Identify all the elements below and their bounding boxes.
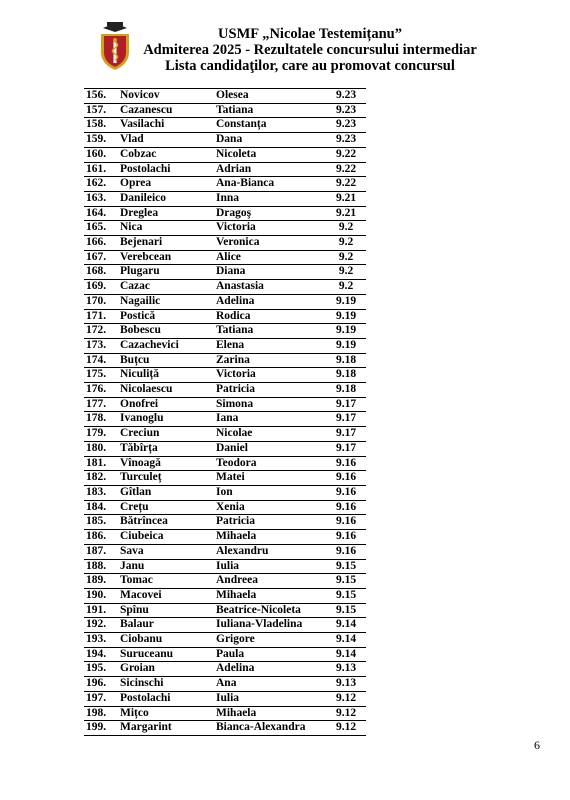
table-row xyxy=(84,368,366,383)
row-number: 179. xyxy=(84,427,120,442)
table-row xyxy=(84,103,366,118)
table-row xyxy=(84,456,366,471)
last-name: Bătrîncea xyxy=(120,515,216,530)
last-name: Spînu xyxy=(120,603,216,618)
last-name: Vasilachi xyxy=(120,118,216,133)
table-row xyxy=(84,471,366,486)
last-name: Balaur xyxy=(120,618,216,633)
first-name: Mihaela xyxy=(216,530,326,545)
table-row xyxy=(84,441,366,456)
score: 9.22 xyxy=(326,147,366,162)
first-name: Adelina xyxy=(216,662,326,677)
table-row xyxy=(84,309,366,324)
score: 9.14 xyxy=(326,633,366,648)
row-number: 162. xyxy=(84,177,120,192)
score: 9.23 xyxy=(326,133,366,148)
table-row xyxy=(84,147,366,162)
table-row xyxy=(84,603,366,618)
row-number: 186. xyxy=(84,530,120,545)
row-number: 163. xyxy=(84,191,120,206)
score: 9.18 xyxy=(326,368,366,383)
score: 9.16 xyxy=(326,456,366,471)
row-number: 183. xyxy=(84,485,120,500)
candidates-table xyxy=(84,88,366,736)
row-number: 182. xyxy=(84,471,120,486)
last-name: Tomac xyxy=(120,574,216,589)
table-row xyxy=(84,383,366,398)
last-name: Groian xyxy=(120,662,216,677)
last-name: Nica xyxy=(120,221,216,236)
row-number: 175. xyxy=(84,368,120,383)
first-name: Patricia xyxy=(216,383,326,398)
score: 9.19 xyxy=(326,324,366,339)
table-row xyxy=(84,206,366,221)
first-name: Anastasia xyxy=(216,280,326,295)
score: 9.19 xyxy=(326,294,366,309)
last-name: Suruceanu xyxy=(120,647,216,662)
score: 9.15 xyxy=(326,588,366,603)
score: 9.16 xyxy=(326,530,366,545)
score: 9.2 xyxy=(326,236,366,251)
score: 9.23 xyxy=(326,103,366,118)
usmf-crest-icon xyxy=(98,22,132,72)
table-row xyxy=(84,618,366,633)
row-number: 181. xyxy=(84,456,120,471)
score: 9.2 xyxy=(326,250,366,265)
table-row xyxy=(84,177,366,192)
first-name: Dragoş xyxy=(216,206,326,221)
last-name: Ciobanu xyxy=(120,633,216,648)
last-name: Nagailic xyxy=(120,294,216,309)
first-name: Andreea xyxy=(216,574,326,589)
row-number: 176. xyxy=(84,383,120,398)
row-number: 193. xyxy=(84,633,120,648)
last-name: Danileico xyxy=(120,191,216,206)
row-number: 161. xyxy=(84,162,120,177)
first-name: Iulia xyxy=(216,559,326,574)
table-row xyxy=(84,559,366,574)
last-name: Bejenari xyxy=(120,236,216,251)
table-row xyxy=(84,412,366,427)
first-name: Bianca-Alexandra xyxy=(216,721,326,736)
row-number: 194. xyxy=(84,647,120,662)
last-name: Vînoagă xyxy=(120,456,216,471)
last-name: Postică xyxy=(120,309,216,324)
last-name: Buțcu xyxy=(120,353,216,368)
score: 9.21 xyxy=(326,191,366,206)
score: 9.17 xyxy=(326,412,366,427)
table-row xyxy=(84,89,366,104)
table-row xyxy=(84,530,366,545)
first-name: Nicolae xyxy=(216,427,326,442)
score: 9.19 xyxy=(326,309,366,324)
score: 9.14 xyxy=(326,618,366,633)
score: 9.23 xyxy=(326,89,366,104)
last-name: Postolachi xyxy=(120,162,216,177)
row-number: 158. xyxy=(84,118,120,133)
table-row xyxy=(84,515,366,530)
table-row xyxy=(84,706,366,721)
table-row xyxy=(84,324,366,339)
first-name: Nicoleta xyxy=(216,147,326,162)
first-name: Iuliana-Vladelina xyxy=(216,618,326,633)
table-row xyxy=(84,250,366,265)
score: 9.13 xyxy=(326,662,366,677)
score: 9.17 xyxy=(326,441,366,456)
table-row xyxy=(84,191,366,206)
row-number: 192. xyxy=(84,618,120,633)
page-number: 6 xyxy=(534,738,540,752)
table-row xyxy=(84,588,366,603)
score: 9.21 xyxy=(326,206,366,221)
table-row xyxy=(84,721,366,736)
last-name: Vlad xyxy=(120,133,216,148)
row-number: 199. xyxy=(84,721,120,736)
first-name: Teodora xyxy=(216,456,326,471)
first-name: Zarina xyxy=(216,353,326,368)
score: 9.16 xyxy=(326,544,366,559)
row-number: 165. xyxy=(84,221,120,236)
table-row xyxy=(84,294,366,309)
first-name: Matei xyxy=(216,471,326,486)
row-number: 167. xyxy=(84,250,120,265)
table-row xyxy=(84,353,366,368)
row-number: 164. xyxy=(84,206,120,221)
last-name: Novicov xyxy=(120,89,216,104)
score: 9.12 xyxy=(326,721,366,736)
last-name: Ivanoglu xyxy=(120,412,216,427)
row-number: 166. xyxy=(84,236,120,251)
row-number: 159. xyxy=(84,133,120,148)
score: 9.15 xyxy=(326,603,366,618)
first-name: Adelina xyxy=(216,294,326,309)
last-name: Postolachi xyxy=(120,691,216,706)
table-row xyxy=(84,574,366,589)
table-row xyxy=(84,133,366,148)
first-name: Victoria xyxy=(216,221,326,236)
score: 9.16 xyxy=(326,485,366,500)
score: 9.12 xyxy=(326,706,366,721)
score: 9.16 xyxy=(326,471,366,486)
row-number: 173. xyxy=(84,338,120,353)
first-name: Ana-Bianca xyxy=(216,177,326,192)
first-name: Ion xyxy=(216,485,326,500)
score: 9.19 xyxy=(326,338,366,353)
table-row xyxy=(84,118,366,133)
table-row xyxy=(84,677,366,692)
score: 9.22 xyxy=(326,177,366,192)
row-number: 187. xyxy=(84,544,120,559)
first-name: Tatiana xyxy=(216,324,326,339)
row-number: 198. xyxy=(84,706,120,721)
first-name: Paula xyxy=(216,647,326,662)
row-number: 196. xyxy=(84,677,120,692)
score: 9.14 xyxy=(326,647,366,662)
score: 9.2 xyxy=(326,265,366,280)
last-name: Crețu xyxy=(120,500,216,515)
last-name: Bobescu xyxy=(120,324,216,339)
first-name: Olesea xyxy=(216,89,326,104)
last-name: Onofrei xyxy=(120,397,216,412)
last-name: Cazachevici xyxy=(120,338,216,353)
score: 9.16 xyxy=(326,515,366,530)
row-number: 171. xyxy=(84,309,120,324)
row-number: 168. xyxy=(84,265,120,280)
first-name: Tatiana xyxy=(216,103,326,118)
first-name: Mihaela xyxy=(216,588,326,603)
first-name: Elena xyxy=(216,338,326,353)
score: 9.13 xyxy=(326,677,366,692)
first-name: Victoria xyxy=(216,368,326,383)
row-number: 180. xyxy=(84,441,120,456)
score: 9.17 xyxy=(326,397,366,412)
header-subtitle: Lista candidaţilor, care au promovat concursul xyxy=(165,58,455,74)
row-number: 157. xyxy=(84,103,120,118)
last-name: Oprea xyxy=(120,177,216,192)
first-name: Ana xyxy=(216,677,326,692)
first-name: Mihaela xyxy=(216,706,326,721)
row-number: 184. xyxy=(84,500,120,515)
table-row xyxy=(84,221,366,236)
first-name: Iana xyxy=(216,412,326,427)
table-row xyxy=(84,691,366,706)
table-row xyxy=(84,500,366,515)
first-name: Rodica xyxy=(216,309,326,324)
row-number: 188. xyxy=(84,559,120,574)
score: 9.16 xyxy=(326,500,366,515)
document-header xyxy=(140,26,480,74)
header-institution: USMF „Nicolae Testemițanu” xyxy=(218,26,402,42)
score: 9.18 xyxy=(326,383,366,398)
first-name: Dana xyxy=(216,133,326,148)
table-row xyxy=(84,662,366,677)
score: 9.15 xyxy=(326,574,366,589)
first-name: Constanța xyxy=(216,118,326,133)
last-name: Sava xyxy=(120,544,216,559)
row-number: 197. xyxy=(84,691,120,706)
last-name: Mițco xyxy=(120,706,216,721)
first-name: Adrian xyxy=(216,162,326,177)
last-name: Tăbîrța xyxy=(120,441,216,456)
last-name: Sicinschi xyxy=(120,677,216,692)
row-number: 160. xyxy=(84,147,120,162)
first-name: Beatrice-Nicoleta xyxy=(216,603,326,618)
last-name: Creciun xyxy=(120,427,216,442)
first-name: Alexandru xyxy=(216,544,326,559)
first-name: Iulia xyxy=(216,691,326,706)
last-name: Gîtlan xyxy=(120,485,216,500)
score: 9.12 xyxy=(326,691,366,706)
row-number: 178. xyxy=(84,412,120,427)
last-name: Turculeț xyxy=(120,471,216,486)
first-name: Simona xyxy=(216,397,326,412)
table-row xyxy=(84,162,366,177)
table-row xyxy=(84,280,366,295)
row-number: 195. xyxy=(84,662,120,677)
table-row xyxy=(84,633,366,648)
last-name: Dreglea xyxy=(120,206,216,221)
score: 9.2 xyxy=(326,280,366,295)
first-name: Grigore xyxy=(216,633,326,648)
last-name: Cazac xyxy=(120,280,216,295)
table-row xyxy=(84,265,366,280)
table-row xyxy=(84,397,366,412)
row-number: 191. xyxy=(84,603,120,618)
table-row xyxy=(84,647,366,662)
row-number: 172. xyxy=(84,324,120,339)
last-name: Niculiță xyxy=(120,368,216,383)
row-number: 189. xyxy=(84,574,120,589)
first-name: Xenia xyxy=(216,500,326,515)
row-number: 190. xyxy=(84,588,120,603)
score: 9.18 xyxy=(326,353,366,368)
table-row xyxy=(84,236,366,251)
first-name: Diana xyxy=(216,265,326,280)
table-row xyxy=(84,544,366,559)
last-name: Janu xyxy=(120,559,216,574)
last-name: Nicolaescu xyxy=(120,383,216,398)
score: 9.22 xyxy=(326,162,366,177)
first-name: Alice xyxy=(216,250,326,265)
table-row xyxy=(84,427,366,442)
score: 9.15 xyxy=(326,559,366,574)
last-name: Margarint xyxy=(120,721,216,736)
row-number: 177. xyxy=(84,397,120,412)
row-number: 169. xyxy=(84,280,120,295)
last-name: Plugaru xyxy=(120,265,216,280)
last-name: Ciubeica xyxy=(120,530,216,545)
last-name: Verebcean xyxy=(120,250,216,265)
header-title: Admiterea 2025 - Rezultatele concursului intermediar xyxy=(143,42,477,58)
first-name: Veronica xyxy=(216,236,326,251)
score: 9.17 xyxy=(326,427,366,442)
row-number: 185. xyxy=(84,515,120,530)
first-name: Daniel xyxy=(216,441,326,456)
last-name: Cobzac xyxy=(120,147,216,162)
first-name: Patricia xyxy=(216,515,326,530)
score: 9.2 xyxy=(326,221,366,236)
row-number: 174. xyxy=(84,353,120,368)
table-row xyxy=(84,338,366,353)
first-name: Inna xyxy=(216,191,326,206)
score: 9.23 xyxy=(326,118,366,133)
last-name: Macovei xyxy=(120,588,216,603)
last-name: Cazanescu xyxy=(120,103,216,118)
row-number: 170. xyxy=(84,294,120,309)
row-number: 156. xyxy=(84,89,120,104)
table-row xyxy=(84,485,366,500)
